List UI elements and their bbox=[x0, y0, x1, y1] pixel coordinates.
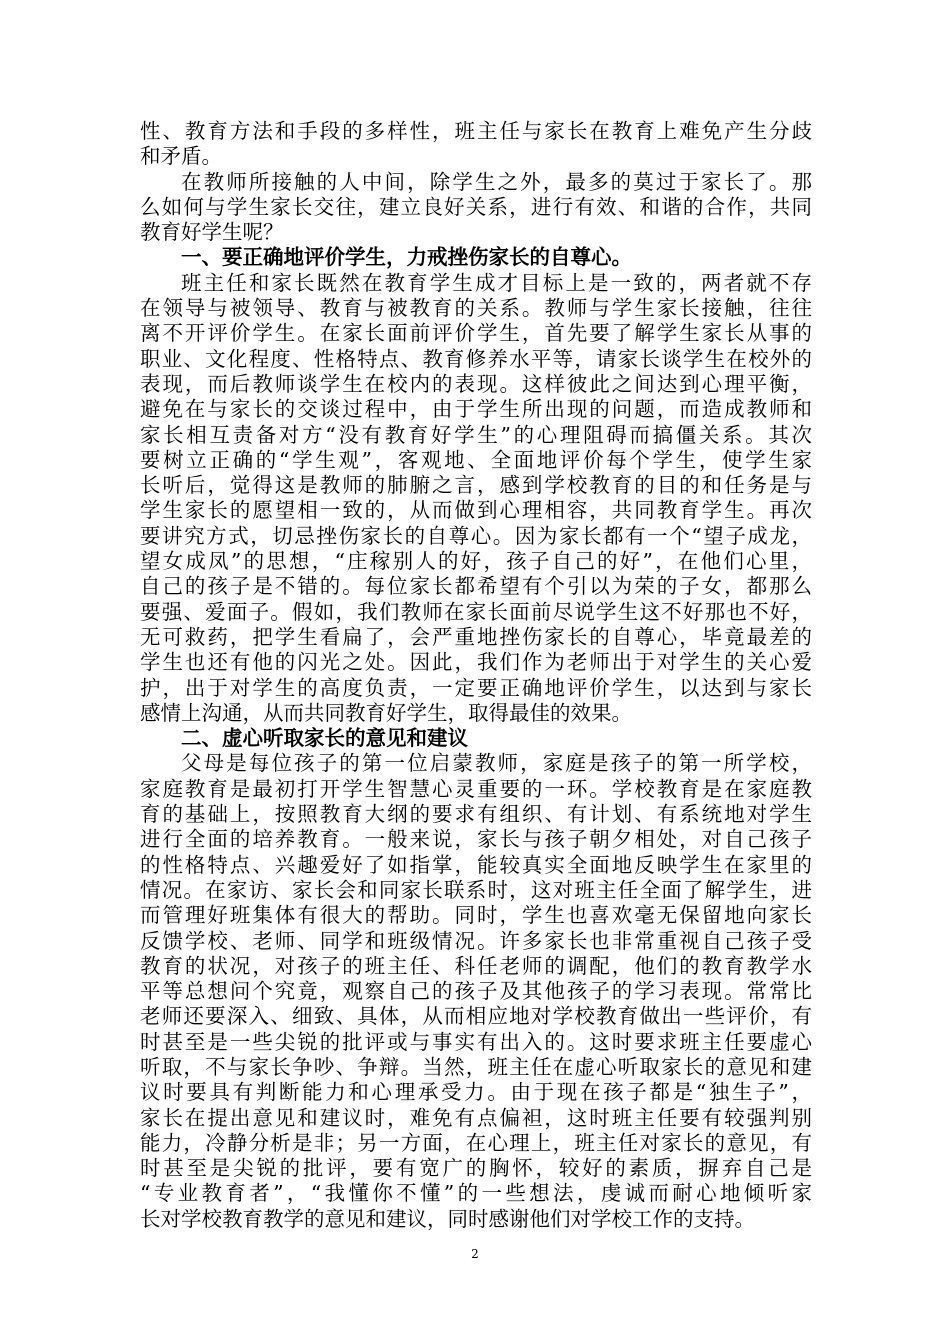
text-line: 表现，而后教师谈学生在校内的表现。这样彼此之间达到心理平衡， bbox=[140, 371, 812, 396]
text-line: 要树立正确的“学生观”，客观地、全面地评价每个学生，使学生家 bbox=[140, 447, 812, 472]
section-heading: 二、虚心听取家长的意见和建议 bbox=[181, 726, 468, 751]
text-line: 护，出于对学生的高度负责，一定要正确地评价学生，以达到与家长 bbox=[140, 675, 812, 700]
text-line: 要讲究方式，切忌挫伤家长的自尊心。因为家长都有一个“望子成龙， bbox=[140, 523, 812, 548]
text-line: 情况。在家访、家长会和同家长联系时，这对班主任全面了解学生，进 bbox=[140, 877, 812, 902]
text-line: 教育的状况，对孩子的班主任、科任老师的调配，他们的教育教学水 bbox=[140, 953, 812, 978]
text-line: 要强、爱面子。假如，我们教师在家长面前尽说学生这不好那也不好， bbox=[140, 599, 812, 624]
text-line: 反馈学校、老师、同学和班级情况。许多家长也非常重视自己孩子受 bbox=[140, 928, 812, 953]
body-text bbox=[140, 119, 812, 1232]
text-line: 老师还要深入、细致、具体，从而相应地对学校教育做出一些评价，有 bbox=[140, 1004, 812, 1029]
text-line: 时甚至是一些尖锐的批评或与事实有出入的。这时要求班主任要虚心 bbox=[140, 1029, 812, 1054]
text-line: 教育好学生呢？ bbox=[140, 220, 284, 245]
text-line: 长对学校教育教学的意见和建议，同时感谢他们对学校工作的支持。 bbox=[140, 1206, 755, 1231]
text-line: 家长相互责备对方“没有教育好学生”的心理阻碍而搞僵关系。其次 bbox=[140, 422, 812, 447]
text-line: “专业教育者”，“我懂你不懂”的一些想法，虔诚而耐心地倾听家 bbox=[140, 1181, 812, 1206]
text-line: 职业、文化程度、性格特点、教育修养水平等，请家长谈学生在校外的 bbox=[140, 346, 812, 371]
text-line: 能力，冷静分析是非；另一方面，在心理上，班主任对家长的意见，有 bbox=[140, 1130, 812, 1155]
text-line: 感情上沟通，从而共同教育好学生，取得最佳的效果。 bbox=[140, 700, 632, 725]
text-line: 长听后，觉得这是教师的肺腑之言，感到学校教育的目的和任务是与 bbox=[140, 473, 812, 498]
text-line: 望女成凤”的思想，“庄稼别人的好，孩子自己的好”，在他们心里， bbox=[140, 549, 812, 574]
text-line: 育的基础上，按照教育大纲的要求有组织、有计划、有系统地对学生 bbox=[140, 802, 812, 827]
text-line: 时甚至是尖锐的批评，要有宽广的胸怀，较好的素质，摒弃自己是 bbox=[140, 1156, 812, 1181]
text-line: 而管理好班集体有很大的帮助。同时，学生也喜欢毫无保留地向家长 bbox=[140, 903, 812, 928]
text-line: 的性格特点、兴趣爱好了如指掌，能较真实全面地反映学生在家里的 bbox=[140, 852, 812, 877]
text-line: 平等总想问个究竟，观察自己的孩子及其他孩子的学习表现。常常比 bbox=[140, 979, 812, 1004]
text-line: 进行全面的培养教育。一般来说，家长与孩子朝夕相处，对自己孩子 bbox=[140, 827, 812, 852]
text-line: 无可救药，把学生看扁了，会严重地挫伤家长的自尊心，毕竟最差的 bbox=[140, 624, 812, 649]
page-number: 2 bbox=[471, 1247, 479, 1261]
section-heading: 一、要正确地评价学生，力戒挫伤家长的自尊心。 bbox=[181, 245, 632, 270]
text-line: 和矛盾。 bbox=[140, 144, 222, 169]
text-line: 家庭教育是最初打开学生智慧心灵重要的一环。学校教育是在家庭教 bbox=[140, 776, 812, 801]
text-line: 班主任和家长既然在教育学生成才目标上是一致的，两者就不存 bbox=[181, 270, 812, 295]
text-line: 父母是每位孩子的第一位启蒙教师，家庭是孩子的第一所学校， bbox=[181, 751, 812, 776]
text-line: 听取，不与家长争吵、争辩。当然，班主任在虚心听取家长的意见和建 bbox=[140, 1054, 812, 1079]
text-line: 避免在与家长的交谈过程中，由于学生所出现的问题，而造成教师和 bbox=[140, 397, 812, 422]
text-line: 学生也还有他的闪光之处。因此，我们作为老师出于对学生的关心爱 bbox=[140, 650, 812, 675]
text-line: 议时要具有判断能力和心理承受力。由于现在孩子都是“独生子”， bbox=[140, 1080, 812, 1105]
text-line: 离不开评价学生。在家长面前评价学生，首先要了解学生家长从事的 bbox=[140, 321, 812, 346]
text-line: 在领导与被领导、教育与被教育的关系。教师与学生家长接触，往往 bbox=[140, 296, 812, 321]
text-line: 学生家长的愿望相一致的，从而做到心理相容，共同教育学生。再次 bbox=[140, 498, 812, 523]
text-line: 自己的孩子是不错的。每位家长都希望有个引以为荣的子女，都那么 bbox=[140, 574, 812, 599]
text-line: 么如何与学生家长交往，建立良好关系，进行有效、和谐的合作，共同 bbox=[140, 194, 812, 219]
text-line: 在教师所接触的人中间，除学生之外，最多的莫过于家长了。那 bbox=[181, 169, 812, 194]
text-line: 家长在提出意见和建议时，难免有点偏袒，这时班主任要有较强判别 bbox=[140, 1105, 812, 1130]
text-line: 性、教育方法和手段的多样性，班主任与家长在教育上难免产生分歧 bbox=[140, 119, 812, 143]
